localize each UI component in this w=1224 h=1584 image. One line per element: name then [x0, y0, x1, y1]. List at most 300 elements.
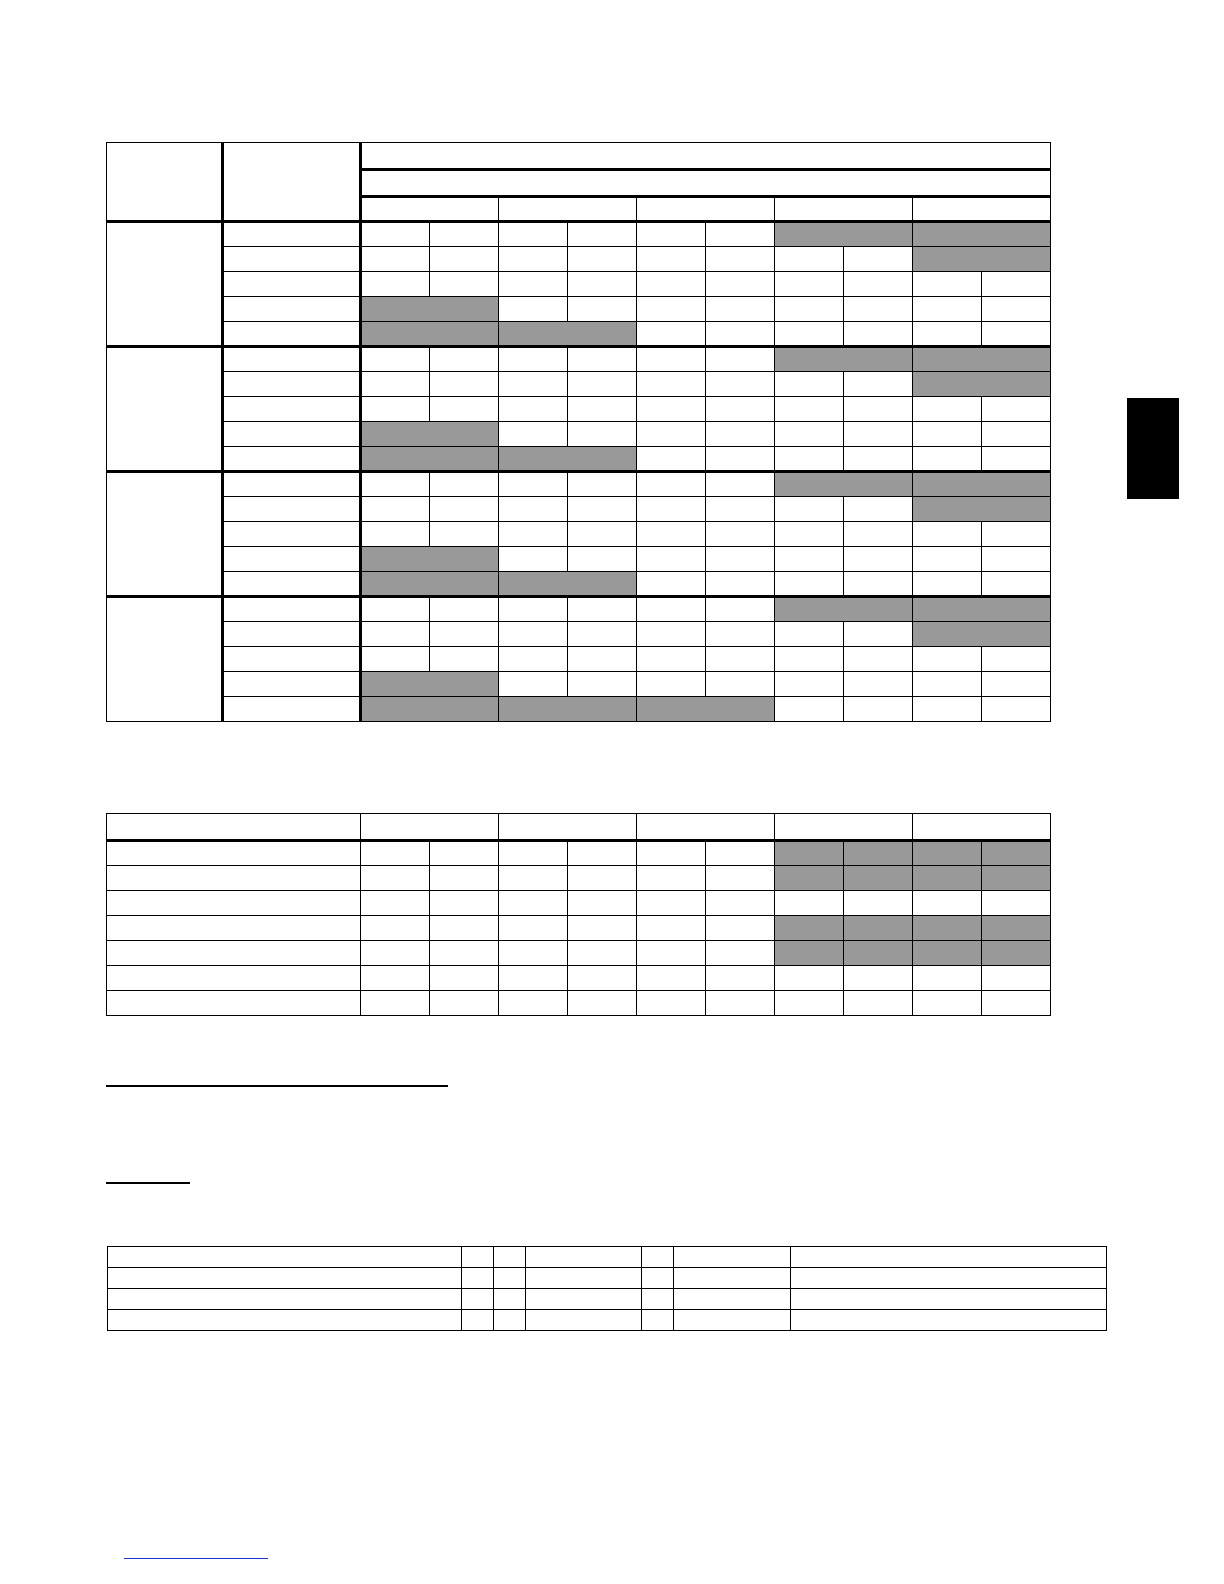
table-cell — [844, 372, 913, 397]
table-row — [107, 672, 1051, 697]
table-cell — [637, 472, 706, 497]
table-cell — [775, 891, 844, 916]
table-cell — [913, 966, 982, 991]
table-cell — [430, 841, 499, 866]
table-cell — [637, 297, 706, 322]
table-cell — [706, 397, 775, 422]
table-cell — [706, 347, 775, 372]
shaded-cell — [913, 866, 982, 891]
table-cell — [706, 991, 775, 1016]
table-cell — [637, 647, 706, 672]
section-tab-marker — [1127, 398, 1179, 499]
table-cell — [913, 572, 982, 597]
table-cell — [775, 272, 844, 297]
table-cell — [568, 966, 637, 991]
table-cell — [361, 891, 430, 916]
table-cell — [844, 322, 913, 347]
table-cell — [361, 522, 430, 547]
table-cell — [430, 272, 499, 297]
row-label — [223, 672, 361, 697]
shaded-cell — [775, 597, 913, 622]
table-cell — [494, 1289, 526, 1310]
table-cell — [913, 547, 982, 572]
shaded-cell — [913, 622, 1051, 647]
table-cell — [430, 891, 499, 916]
table-cell — [913, 422, 982, 447]
table-cell — [706, 891, 775, 916]
row-label — [223, 547, 361, 572]
table-cell — [844, 572, 913, 597]
table-cell — [568, 647, 637, 672]
table-cell — [361, 991, 430, 1016]
table-row — [107, 547, 1051, 572]
table-cell — [499, 372, 568, 397]
table-cell — [791, 1310, 1107, 1331]
table-cell — [430, 941, 499, 966]
table-cell — [706, 916, 775, 941]
table-cell — [775, 622, 844, 647]
table-cell — [637, 916, 706, 941]
table-cell — [637, 397, 706, 422]
shaded-cell — [982, 941, 1051, 966]
shaded-cell — [913, 222, 1051, 247]
table-cell — [913, 697, 982, 722]
table-cell — [499, 522, 568, 547]
table-cell — [982, 572, 1051, 597]
table-cell — [844, 697, 913, 722]
header-row-label — [223, 143, 361, 222]
table-row — [107, 497, 1051, 522]
table-cell — [775, 297, 844, 322]
table-row — [107, 966, 1051, 991]
second-column-group-header — [775, 814, 913, 841]
table-cell — [568, 891, 637, 916]
table-cell — [568, 841, 637, 866]
table-cell — [568, 597, 637, 622]
table-cell — [844, 272, 913, 297]
table-cell — [637, 991, 706, 1016]
table-cell — [568, 866, 637, 891]
table-cell — [361, 497, 430, 522]
table-row — [107, 447, 1051, 472]
table-cell — [844, 297, 913, 322]
table-cell — [706, 841, 775, 866]
shaded-cell — [361, 447, 499, 472]
table-cell — [706, 247, 775, 272]
table-row — [107, 572, 1051, 597]
table-cell — [568, 397, 637, 422]
table-cell — [499, 497, 568, 522]
row-label — [223, 697, 361, 722]
table-cell — [494, 1310, 526, 1331]
table-cell — [706, 597, 775, 622]
table-cell — [499, 347, 568, 372]
shaded-cell — [361, 672, 499, 697]
table-cell — [844, 422, 913, 447]
table-cell — [913, 447, 982, 472]
row-label — [223, 447, 361, 472]
row-label — [223, 572, 361, 597]
table-row — [107, 347, 1051, 372]
table-cell — [430, 472, 499, 497]
table-cell — [706, 222, 775, 247]
table-cell — [775, 497, 844, 522]
row-label — [223, 647, 361, 672]
table-cell — [462, 1310, 494, 1331]
table-cell — [706, 272, 775, 297]
table-cell — [637, 547, 706, 572]
table-cell — [526, 1310, 642, 1331]
table-cell — [568, 522, 637, 547]
table-cell — [844, 247, 913, 272]
shaded-cell — [775, 222, 913, 247]
table-cell — [499, 891, 568, 916]
table-cell — [775, 991, 844, 1016]
table-cell — [361, 866, 430, 891]
table-row — [107, 622, 1051, 647]
table-cell — [706, 472, 775, 497]
table-cell — [982, 991, 1051, 1016]
table-cell — [361, 347, 430, 372]
table-cell — [913, 672, 982, 697]
table-cell — [462, 1268, 494, 1289]
table-cell — [361, 247, 430, 272]
table-cell — [430, 597, 499, 622]
row-group-label — [107, 347, 223, 472]
table-cell — [706, 966, 775, 991]
table-cell — [706, 647, 775, 672]
shaded-cell — [361, 297, 499, 322]
table-cell — [361, 222, 430, 247]
table-cell — [706, 622, 775, 647]
shaded-cell — [361, 322, 499, 347]
shaded-cell — [775, 916, 844, 941]
table-row — [107, 247, 1051, 272]
row-label — [223, 322, 361, 347]
table-cell — [637, 622, 706, 647]
row-label — [223, 247, 361, 272]
table-cell — [637, 522, 706, 547]
shaded-cell — [913, 247, 1051, 272]
row-label — [223, 472, 361, 497]
table-row — [107, 891, 1051, 916]
table-cell — [913, 647, 982, 672]
table-cell — [706, 322, 775, 347]
table-cell — [462, 1247, 494, 1268]
table-cell — [982, 647, 1051, 672]
table-cell — [568, 272, 637, 297]
table-cell — [844, 891, 913, 916]
table-row — [107, 991, 1051, 1016]
table-cell — [706, 447, 775, 472]
shaded-cell — [913, 372, 1051, 397]
table-row — [107, 322, 1051, 347]
table-cell — [706, 672, 775, 697]
shaded-cell — [499, 447, 637, 472]
table-cell — [706, 866, 775, 891]
table-cell — [844, 497, 913, 522]
table-cell — [706, 572, 775, 597]
table-cell — [499, 297, 568, 322]
column-group-header — [361, 197, 499, 222]
shaded-cell — [499, 697, 637, 722]
table-cell — [706, 372, 775, 397]
table-cell — [913, 297, 982, 322]
table-cell — [568, 547, 637, 572]
table-cell — [982, 522, 1051, 547]
shaded-cell — [913, 347, 1051, 372]
second-table — [106, 813, 1051, 1016]
table-cell — [642, 1268, 674, 1289]
table-cell — [430, 622, 499, 647]
table-row — [107, 916, 1051, 941]
table-cell — [637, 597, 706, 622]
table-cell — [642, 1310, 674, 1331]
table-cell — [526, 1247, 642, 1268]
table-cell — [568, 297, 637, 322]
table-cell — [982, 397, 1051, 422]
table-cell — [568, 472, 637, 497]
table-cell — [674, 1289, 791, 1310]
table-cell — [526, 1268, 642, 1289]
table-row — [108, 1310, 1107, 1331]
table-cell — [499, 222, 568, 247]
table-cell — [642, 1247, 674, 1268]
table-cell — [844, 966, 913, 991]
table-cell — [637, 841, 706, 866]
table-cell — [674, 1310, 791, 1331]
shaded-cell — [844, 841, 913, 866]
table-row — [107, 941, 1051, 966]
row-label — [107, 966, 361, 991]
table-cell — [982, 547, 1051, 572]
shaded-cell — [361, 547, 499, 572]
table-cell — [775, 547, 844, 572]
table-cell — [844, 547, 913, 572]
second-table-body — [107, 841, 1051, 1016]
table-cell — [568, 672, 637, 697]
table-cell — [637, 672, 706, 697]
table-cell — [637, 497, 706, 522]
table-cell — [462, 1289, 494, 1310]
table-cell — [430, 222, 499, 247]
table-cell — [637, 272, 706, 297]
table-cell — [706, 522, 775, 547]
table-cell — [499, 472, 568, 497]
row-label — [223, 397, 361, 422]
table-cell — [775, 322, 844, 347]
shaded-cell — [844, 866, 913, 891]
subheading-rule — [106, 1182, 190, 1184]
table-cell — [913, 397, 982, 422]
table-cell — [499, 422, 568, 447]
table-cell — [706, 547, 775, 572]
table-cell — [775, 422, 844, 447]
table-cell — [526, 1289, 642, 1310]
table-cell — [913, 991, 982, 1016]
column-group-header — [775, 197, 913, 222]
table-cell — [430, 347, 499, 372]
table-cell — [637, 941, 706, 966]
bottom-table-body — [108, 1247, 1107, 1331]
table-cell — [430, 247, 499, 272]
table-cell — [430, 522, 499, 547]
table-cell — [430, 991, 499, 1016]
table-row — [107, 372, 1051, 397]
table-cell — [791, 1289, 1107, 1310]
shaded-cell — [913, 472, 1051, 497]
row-label — [223, 297, 361, 322]
table-cell — [791, 1268, 1107, 1289]
table-cell — [568, 422, 637, 447]
table-cell — [568, 222, 637, 247]
footer-link-underline[interactable] — [124, 1558, 268, 1559]
header-top — [361, 143, 1051, 170]
table-row — [107, 422, 1051, 447]
table-cell — [706, 497, 775, 522]
table-cell — [494, 1247, 526, 1268]
table-cell — [637, 966, 706, 991]
table-cell — [637, 322, 706, 347]
table-cell — [568, 347, 637, 372]
row-label — [107, 841, 361, 866]
row-label — [107, 941, 361, 966]
table-cell — [844, 991, 913, 1016]
table-cell — [982, 272, 1051, 297]
shaded-cell — [361, 422, 499, 447]
table-cell — [775, 447, 844, 472]
table-cell — [844, 622, 913, 647]
table-row — [107, 522, 1051, 547]
table-cell — [499, 941, 568, 966]
table-row — [108, 1247, 1107, 1268]
table-cell — [499, 247, 568, 272]
row-group-label — [107, 222, 223, 347]
table-cell — [706, 422, 775, 447]
table-cell — [913, 891, 982, 916]
table-row — [107, 222, 1051, 247]
table-cell — [568, 622, 637, 647]
table-cell — [499, 841, 568, 866]
table-cell — [568, 991, 637, 1016]
row-label — [223, 272, 361, 297]
table-cell — [982, 447, 1051, 472]
row-label — [223, 597, 361, 622]
shaded-cell — [913, 497, 1051, 522]
table-cell — [637, 447, 706, 472]
row-label — [107, 866, 361, 891]
table-row — [107, 866, 1051, 891]
second-column-group-header — [499, 814, 637, 841]
table-cell — [982, 966, 1051, 991]
table-row — [107, 272, 1051, 297]
table-cell — [430, 966, 499, 991]
shaded-cell — [499, 572, 637, 597]
table-cell — [982, 672, 1051, 697]
table-cell — [775, 672, 844, 697]
shaded-cell — [361, 697, 499, 722]
table-cell — [913, 272, 982, 297]
table-cell — [674, 1247, 791, 1268]
table-cell — [844, 647, 913, 672]
table-cell — [499, 966, 568, 991]
bottom-table — [107, 1246, 1107, 1331]
second-column-group-header — [913, 814, 1051, 841]
shaded-cell — [913, 841, 982, 866]
table-cell — [637, 866, 706, 891]
table-cell — [775, 372, 844, 397]
table-cell — [361, 841, 430, 866]
table-cell — [430, 916, 499, 941]
row-label — [107, 891, 361, 916]
row-group-label — [107, 472, 223, 597]
table-cell — [108, 1310, 462, 1331]
shaded-cell — [637, 697, 775, 722]
table-cell — [499, 991, 568, 1016]
table-cell — [913, 522, 982, 547]
column-group-header — [499, 197, 637, 222]
second-column-group-header — [361, 814, 499, 841]
table-cell — [913, 322, 982, 347]
table-cell — [642, 1289, 674, 1310]
shaded-cell — [982, 916, 1051, 941]
table-cell — [499, 672, 568, 697]
table-cell — [361, 597, 430, 622]
row-group-label — [107, 597, 223, 722]
shaded-cell — [775, 941, 844, 966]
shaded-cell — [775, 866, 844, 891]
table-cell — [568, 941, 637, 966]
row-label — [223, 497, 361, 522]
table-cell — [982, 891, 1051, 916]
main-table — [106, 142, 1051, 722]
table-cell — [637, 372, 706, 397]
table-cell — [108, 1268, 462, 1289]
table-cell — [844, 447, 913, 472]
second-column-group-header — [637, 814, 775, 841]
table-row — [107, 597, 1051, 622]
table-cell — [430, 372, 499, 397]
section-heading-rule — [106, 1085, 448, 1087]
table-cell — [499, 647, 568, 672]
row-label — [223, 522, 361, 547]
table-cell — [791, 1247, 1107, 1268]
shaded-cell — [775, 472, 913, 497]
table-cell — [499, 622, 568, 647]
shaded-cell — [844, 941, 913, 966]
table-cell — [430, 647, 499, 672]
table-cell — [499, 397, 568, 422]
table-cell — [499, 272, 568, 297]
table-cell — [706, 297, 775, 322]
table-cell — [706, 941, 775, 966]
row-label — [107, 916, 361, 941]
table-cell — [499, 916, 568, 941]
table-cell — [637, 347, 706, 372]
table-cell — [361, 372, 430, 397]
table-cell — [361, 916, 430, 941]
header-mid — [361, 170, 1051, 197]
table-cell — [637, 422, 706, 447]
second-header-label — [107, 814, 361, 841]
shaded-cell — [844, 916, 913, 941]
table-cell — [499, 866, 568, 891]
table-cell — [637, 247, 706, 272]
table-cell — [568, 372, 637, 397]
table-cell — [982, 697, 1051, 722]
shaded-cell — [982, 841, 1051, 866]
shaded-cell — [913, 597, 1051, 622]
